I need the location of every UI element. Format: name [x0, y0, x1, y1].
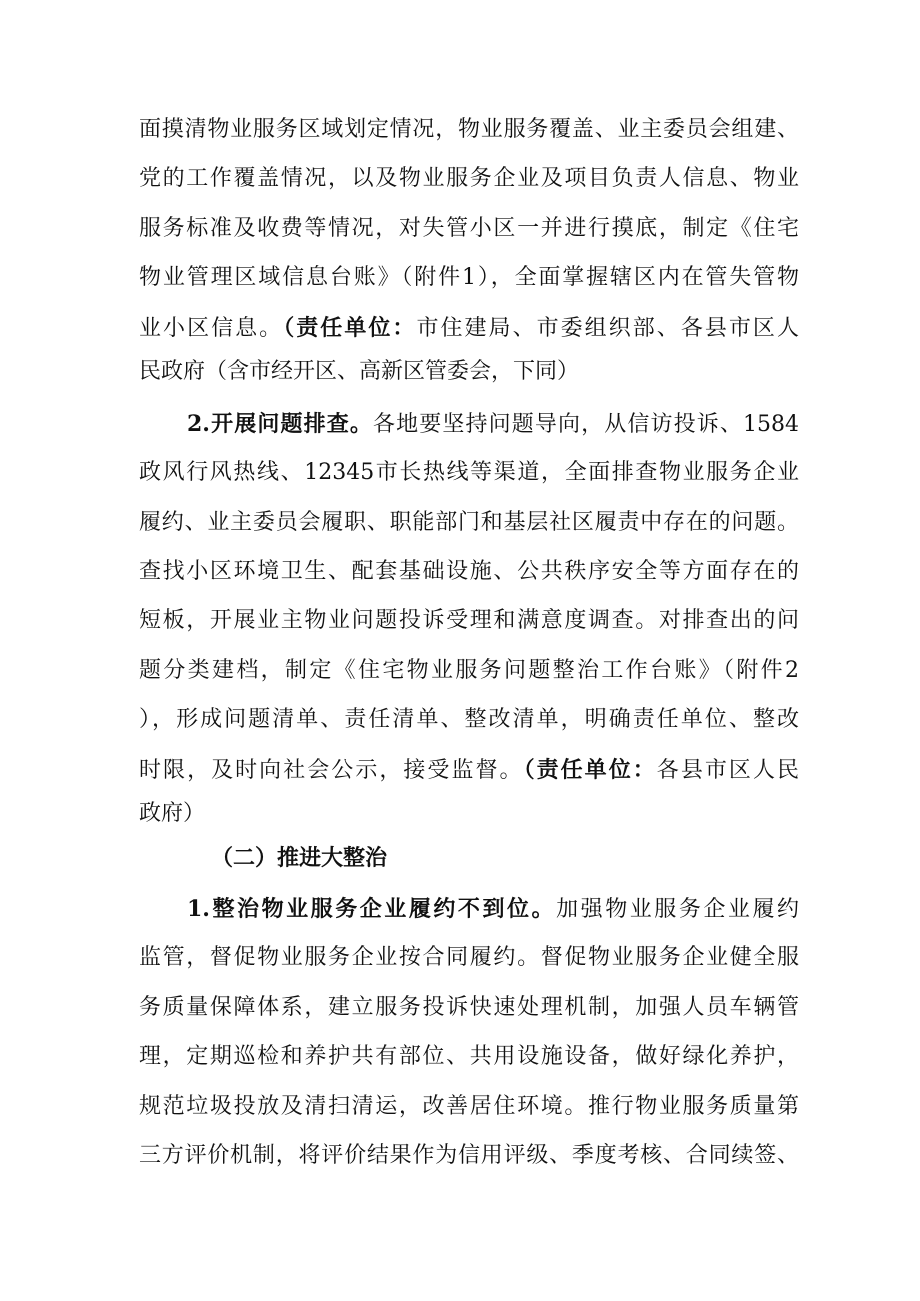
text-line [187, 894, 799, 925]
text-segment: 监管，督促物业服务企业按合同履约。督促物业服务企业健全服 [139, 945, 799, 970]
text-segment: 物业管理区域信息台账》（附件1），全面掌握辖区内在管失管物 [139, 265, 799, 290]
text-line [139, 164, 799, 194]
text-segment: 政府） [139, 801, 206, 826]
text-line [139, 705, 799, 735]
text-line [139, 1141, 799, 1171]
text-line [139, 993, 799, 1023]
text-segment: ），形成问题清单、责任清单、整改清单，明确责任单位、整改 [139, 707, 799, 732]
text-segment: 市住建局、市委组织部、各县市区人 [416, 316, 799, 341]
bold-text-segment: （责任单位： [283, 315, 417, 341]
text-line [139, 799, 799, 829]
text-segment: 题分类建档，制定《住宅物业服务问题整治工作台账》（附件2 [139, 658, 799, 683]
bold-text-segment: 1.整治物业服务企业履约不到位。 [187, 896, 557, 922]
bold-text-segment: （责任单位： [523, 757, 657, 783]
text-segment: 理，定期巡检和养护共有部位、共用设施设备，做好绿化养护， [139, 1044, 799, 1069]
text-segment: 面摸清物业服务区域划定情况，物业服务覆盖、业主委员会组建、 [139, 117, 799, 142]
text-segment: 履约、业主委员会履职、职能部门和基层社区履责中存在的问题。 [139, 510, 799, 535]
text-line [139, 1042, 799, 1072]
bold-text-segment: 2.开展问题排查。 [187, 411, 373, 437]
text-segment: 党的工作覆盖情况，以及物业服务企业及项目负责人信息、物业 [139, 166, 799, 191]
text-line [139, 214, 799, 244]
text-line [139, 755, 799, 786]
text-line [139, 115, 799, 145]
text-segment: 民政府（含市经开区、高新区管委会，下同） [139, 359, 580, 384]
text-line [139, 606, 799, 636]
text-line [139, 656, 799, 686]
bold-text-segment: （二）推进大整治 [211, 845, 388, 871]
text-segment: 时限，及时向社会公示，接受监督。 [139, 758, 524, 783]
text-line [211, 843, 799, 874]
text-segment: 各县市区人民 [656, 758, 799, 783]
text-segment: 短板，开展业主物业问题投诉受理和满意度调查。对排查出的问 [139, 608, 799, 633]
text-segment: 服务标准及收费等情况，对失管小区一并进行摸底，制定《住宅 [139, 216, 799, 241]
text-segment: 加强物业服务企业履约 [556, 897, 799, 922]
text-line [187, 409, 799, 440]
text-line [139, 357, 799, 387]
text-line [139, 313, 799, 344]
text-segment: 三方评价机制，将评价结果作为信用评级、季度考核、合同续签、 [139, 1143, 799, 1168]
text-segment: 各地要坚持问题导向，从信访投诉、1584 [372, 412, 799, 437]
text-line [139, 508, 799, 538]
text-segment: 政风行风热线、12345市长热线等渠道，全面排查物业服务企业 [139, 460, 799, 485]
text-segment: 规范垃圾投放及清扫清运，改善居住环境。推行物业服务质量第 [139, 1094, 799, 1119]
text-segment: 务质量保障体系，建立服务投诉快速处理机制，加强人员车辆管 [139, 995, 799, 1020]
text-line [139, 557, 799, 587]
text-line [139, 943, 799, 973]
text-line [139, 458, 799, 488]
text-line [139, 1092, 799, 1122]
text-line [139, 263, 799, 293]
text-segment: 业小区信息。 [139, 316, 284, 341]
text-segment: 查找小区环境卫生、配套基础设施、公共秩序安全等方面存在的 [139, 559, 799, 584]
